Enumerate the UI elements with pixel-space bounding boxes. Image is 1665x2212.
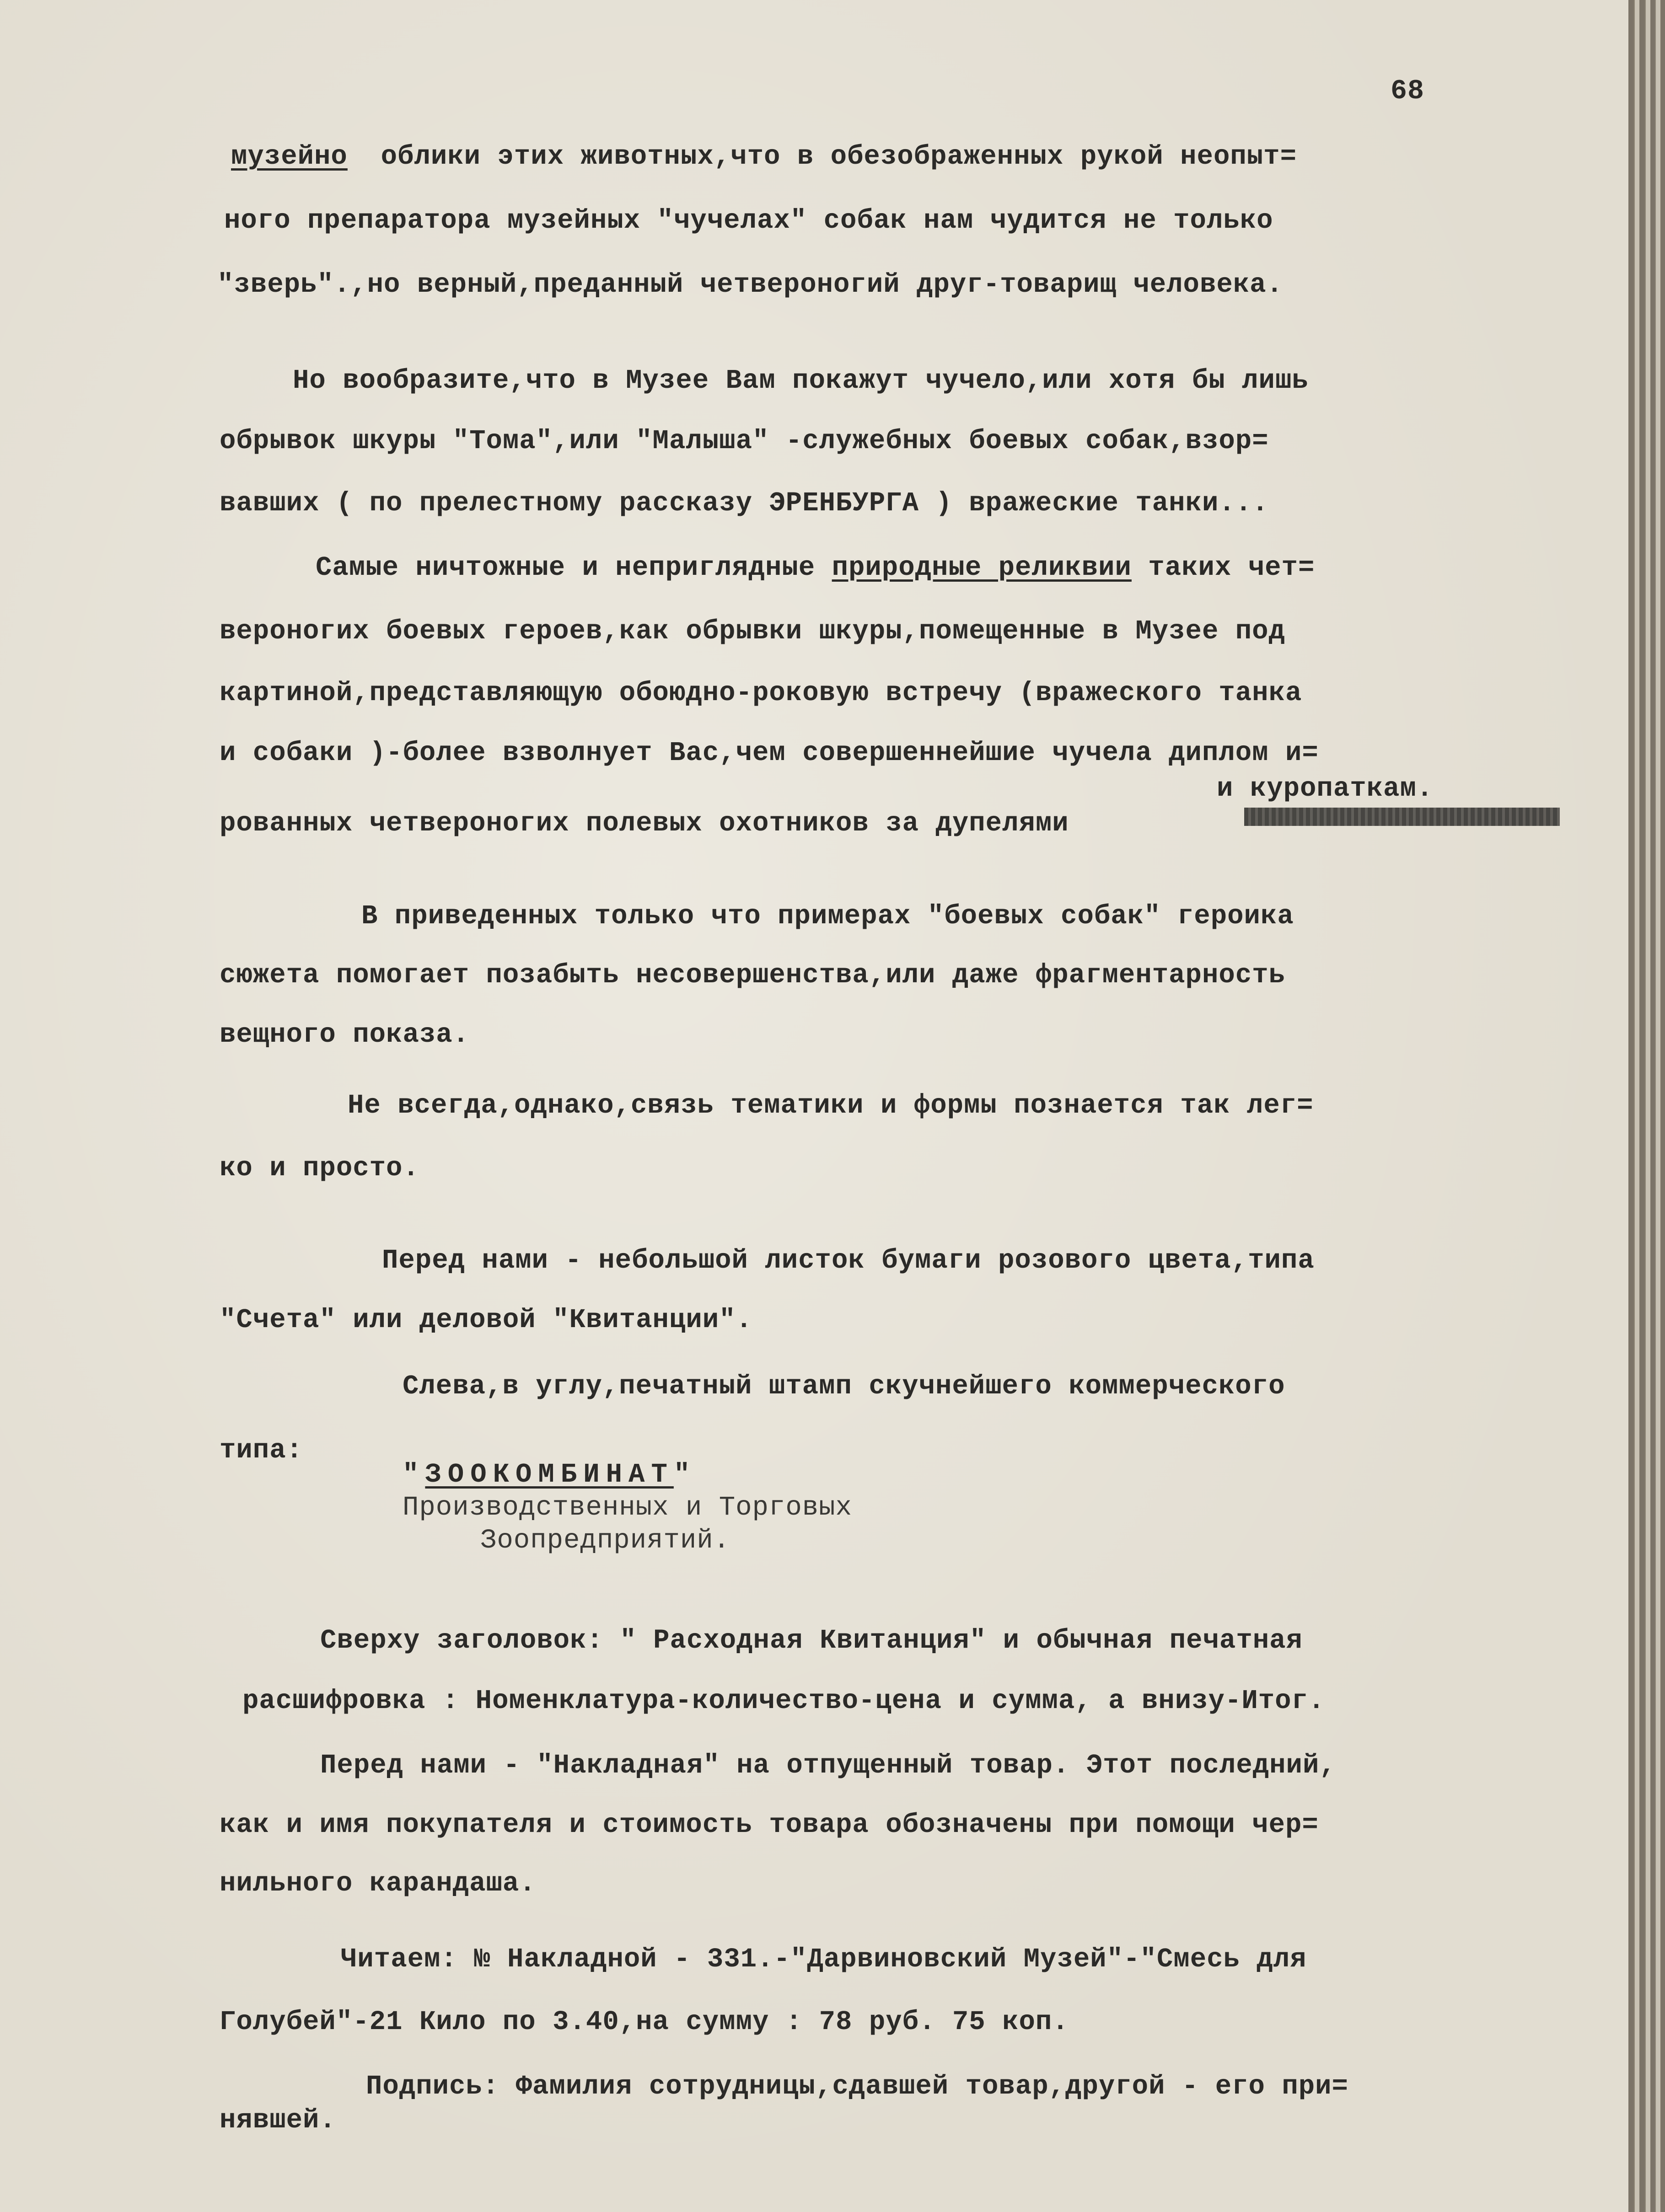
text-line: "Счета" или деловой "Квитанции". (220, 1305, 752, 1335)
text-line: Подпись: Фамилия сотрудницы,сдавшей товар,другой - его при= (366, 2071, 1348, 2102)
page-edge (1634, 0, 1639, 2212)
inserted-text: и куропаткам. (1217, 773, 1434, 804)
text-span: Самые ничтожные и неприглядные (316, 552, 832, 583)
text-span: " (403, 1459, 425, 1490)
overtyped-strike (1244, 808, 1560, 826)
text-line: Не всегда,однако,связь тематики и формы познается так лег= (348, 1090, 1314, 1121)
text-line: ного препаратора музейных "чучелах" собак нам чудится не только (224, 205, 1273, 236)
text-line: нильного карандаша. (220, 1868, 536, 1899)
text-line: расшифровка : Номенклатура-количество-цена и сумма, а внизу-Итог. (242, 1686, 1325, 1716)
text-line (316, 552, 1315, 584)
text-line: ко и просто. (220, 1153, 419, 1184)
page-edge (1645, 0, 1650, 2212)
stamp-line: Производственных и Торговых (403, 1492, 852, 1523)
text-line: рованных четвероногих полевых охотников за дупелями (220, 808, 1069, 839)
text-line: обрывок шкуры "Тома",или "Малыша" -служебных боевых собак,взор= (220, 426, 1269, 456)
page-number: 68 (1391, 76, 1425, 107)
underlined-title: ЗООКОМБИНАТ (425, 1459, 674, 1490)
text-line: вещного показа. (220, 1019, 470, 1050)
text-span: " (673, 1459, 697, 1490)
text-line: Слева,в углу,печатный штамп скучнейшего коммерческого (403, 1371, 1285, 1402)
stamp-title (403, 1459, 696, 1491)
text-line: нявшей. (220, 2105, 336, 2136)
text-line: В приведенных только что примерах "боевых собак" героика (361, 901, 1294, 932)
text-line: вероногих боевых героев,как обрывки шкуры,помещенные в Музее под (220, 616, 1285, 647)
text-line (231, 141, 1297, 173)
text-line: вавших ( по прелестному рассказу ЭРЕНБУРГА ) вражеские танки... (220, 488, 1269, 519)
page-edge (1655, 0, 1660, 2212)
text-span: таких чет= (1131, 552, 1315, 583)
text-line: типа: (220, 1435, 303, 1466)
text-line: Голубей"-21 Кило по 3.40,на сумму : 78 руб. 75 коп. (220, 2007, 1069, 2037)
text-line: как и имя покупателя и стоимость товара обозначены при помощи чер= (220, 1810, 1319, 1840)
underlined-word: музейно (231, 141, 348, 172)
text-span: облики этих животных,что в обезображенных рукой неопыт= (347, 141, 1297, 172)
text-line: сюжета помогает позабыть несовершенства,или даже фрагментарность (220, 960, 1285, 991)
text-line: картиной,представляющую обоюдно-роковую встречу (вражеского танка (220, 678, 1302, 708)
text-line: Перед нами - небольшой листок бумаги розового цвета,типа (382, 1245, 1315, 1276)
text-line: Читаем: № Накладной - 331.-"Дарвиновский Музей"-"Смесь для (341, 1944, 1307, 1975)
underlined-phrase: природные реликвии (832, 552, 1132, 583)
stamp-line: Зоопредприятий. (480, 1525, 730, 1556)
text-line: "зверь".,но верный,преданный четвероногий друг-товарищ человека. (217, 269, 1283, 300)
text-line: Но вообразите,что в Музее Вам покажут чучело,или хотя бы лишь (293, 365, 1309, 396)
text-line: Перед нами - "Накладная" на отпущенный товар. Этот последний, (320, 1750, 1336, 1781)
text-line: и собаки )-более взволнует Вас,чем совершеннейшие чучела диплом и= (220, 738, 1319, 768)
text-line: Сверху заголовок: " Расходная Квитанция" и обычная печатная (320, 1625, 1303, 1656)
